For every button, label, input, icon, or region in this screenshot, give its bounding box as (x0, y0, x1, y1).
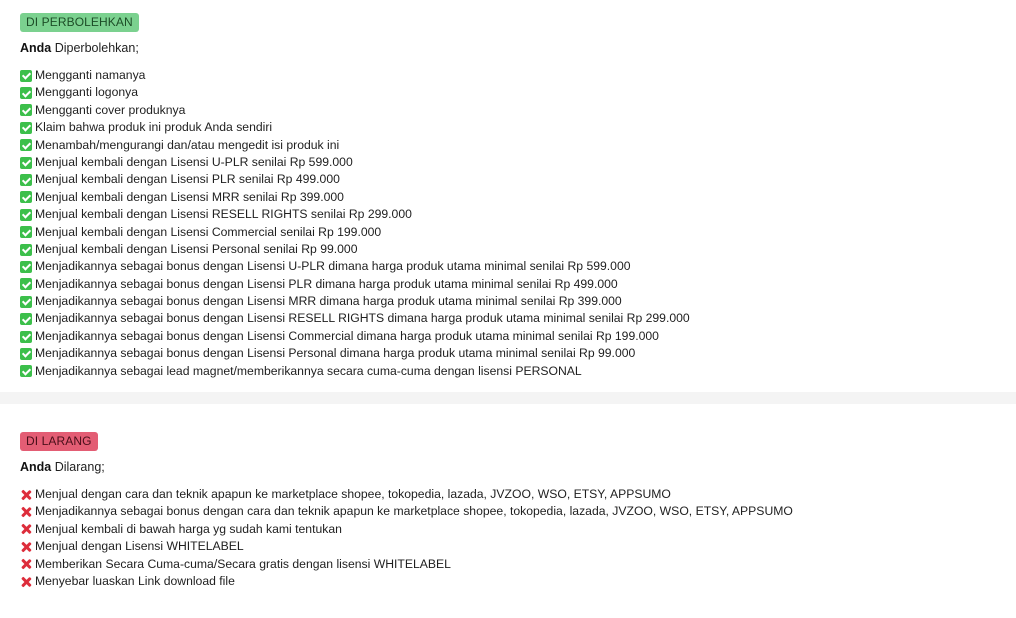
list-item-text: Memberikan Secara Cuma-cuma/Secara gratis dengan lisensi WHITELABEL (35, 556, 451, 571)
allowed-intro-bold: Anda (20, 41, 52, 55)
list-item (20, 573, 996, 590)
list-item-text: Menjual dengan cara dan teknik apapun ke marketplace shopee, tokopedia, lazada, JVZOO, WSO, ETSY, APPSUMO (35, 487, 671, 501)
list-item (20, 328, 996, 345)
cross-icon (20, 489, 32, 501)
forbidden-intro (20, 459, 996, 476)
allowed-intro (20, 40, 996, 57)
list-item (20, 345, 996, 362)
allowed-badge: DI PERBOLEHKAN (20, 13, 139, 32)
list-item-text: Menjual kembali dengan Lisensi U-PLR senilai Rp 599.000 (35, 154, 353, 169)
check-icon (20, 87, 32, 99)
list-item-text: Menjual kembali dengan Lisensi PLR senilai Rp 499.000 (35, 172, 340, 187)
list-item-text: Menjual kembali dengan Lisensi Commercial senilai Rp 199.000 (35, 224, 382, 239)
forbidden-list (20, 486, 996, 590)
check-icon (20, 209, 32, 221)
list-item (20, 84, 996, 101)
list-item (20, 154, 996, 171)
list-item-text: Menjadikannya sebagai bonus dengan Lisensi U-PLR dimana harga produk utama minimal senilai Rp 599.000 (35, 259, 631, 274)
list-item (20, 224, 996, 241)
check-icon (20, 174, 32, 186)
list-item (20, 67, 996, 84)
list-item-text: Menjual dengan Lisensi WHITELABEL (35, 539, 244, 554)
list-item-text: Menjual kembali dengan Lisensi Personal senilai Rp 99.000 (35, 241, 358, 256)
list-item (20, 241, 996, 258)
check-icon (20, 365, 32, 377)
list-item-text: Menjadikannya sebagai lead magnet/memberikannya secara cuma-cuma dengan lisensi PERSONAL (35, 363, 582, 378)
list-item-text: Menjadikannya sebagai bonus dengan Lisensi RESELL RIGHTS dimana harga produk utama minimal senilai Rp 299.000 (35, 311, 690, 326)
list-item (20, 102, 996, 119)
forbidden-badge: DI LARANG (20, 432, 98, 451)
list-item (20, 486, 996, 503)
list-item (20, 503, 996, 520)
forbidden-section (0, 404, 1016, 590)
list-item-text: Menambah/mengurangi dan/atau mengedit isi produk ini (35, 137, 340, 152)
list-item (20, 538, 996, 555)
list-item-text: Menjual kembali dengan Lisensi MRR senilai Rp 399.000 (35, 189, 344, 204)
cross-icon (20, 576, 32, 588)
list-item (20, 363, 996, 380)
check-icon (20, 331, 32, 343)
list-item (20, 521, 996, 538)
list-item (20, 310, 996, 327)
check-icon (20, 348, 32, 360)
list-item (20, 171, 996, 188)
check-icon (20, 244, 32, 256)
list-item (20, 556, 996, 573)
list-item-text: Menjadikannya sebagai bonus dengan Lisensi PLR dimana harga produk utama minimal senilai Rp 499.000 (35, 276, 618, 291)
list-item (20, 276, 996, 293)
cross-icon (20, 506, 32, 518)
check-icon (20, 70, 32, 82)
check-icon (20, 313, 32, 325)
check-icon (20, 122, 32, 134)
section-divider (0, 392, 1016, 404)
forbidden-intro-bold: Anda (20, 460, 52, 474)
allowed-list (20, 67, 996, 380)
list-item-text: Menjadikannya sebagai bonus dengan Lisensi Commercial dimana harga produk utama minimal senilai Rp 199.000 (35, 328, 659, 343)
list-item-text: Menyebar luaskan Link download file (35, 573, 235, 588)
list-item-text: Menjual kembali di bawah harga yg sudah kami tentukan (35, 521, 342, 536)
list-item-text: Menjadikannya sebagai bonus dengan Lisensi MRR dimana harga produk utama minimal senilai Rp 399.000 (35, 294, 622, 309)
list-item-text: Menjadikannya sebagai bonus dengan cara dan teknik apapun ke marketplace shopee, tokopedia, lazada, JVZOO, WSO, ETSY, APPSUMO (35, 504, 793, 519)
list-item (20, 119, 996, 136)
check-icon (20, 278, 32, 290)
list-item (20, 206, 996, 223)
list-item (20, 189, 996, 206)
cross-icon (20, 523, 32, 535)
list-item (20, 258, 996, 275)
check-icon (20, 139, 32, 151)
forbidden-intro-text: Dilarang; (51, 460, 105, 474)
list-item-text: Mengganti namanya (35, 68, 146, 82)
list-item-text: Mengganti cover produknya (35, 102, 186, 117)
check-icon (20, 191, 32, 203)
allowed-intro-text: Diperbolehkan; (51, 41, 139, 55)
cross-icon (20, 558, 32, 570)
list-item-text: Menjual kembali dengan Lisensi RESELL RIGHTS senilai Rp 299.000 (35, 207, 412, 222)
list-item-text: Menjadikannya sebagai bonus dengan Lisensi Personal dimana harga produk utama minimal senilai Rp 99.000 (35, 346, 636, 361)
list-item-text: Klaim bahwa produk ini produk Anda sendiri (35, 120, 273, 135)
check-icon (20, 157, 32, 169)
cross-icon (20, 541, 32, 553)
check-icon (20, 296, 32, 308)
check-icon (20, 104, 32, 116)
list-item (20, 137, 996, 154)
check-icon (20, 261, 32, 273)
check-icon (20, 226, 32, 238)
list-item (20, 293, 996, 310)
list-item-text: Mengganti logonya (35, 85, 138, 100)
